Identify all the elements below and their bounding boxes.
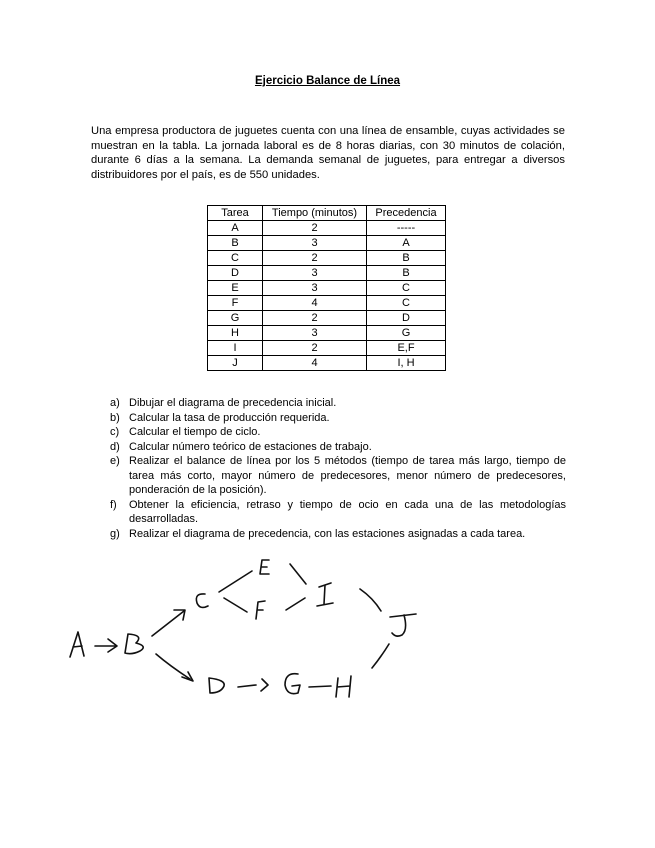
header-tarea: Tarea bbox=[208, 206, 263, 221]
cell-precedencia: C bbox=[367, 281, 446, 296]
table-row bbox=[208, 281, 446, 296]
cell-tiempo: 3 bbox=[263, 326, 367, 341]
handwritten-precedence-diagram bbox=[0, 540, 655, 710]
cell-tarea: B bbox=[208, 236, 263, 251]
table-row bbox=[208, 311, 446, 326]
table-row bbox=[208, 251, 446, 266]
question-text: Calcular el tiempo de ciclo. bbox=[129, 426, 261, 438]
cell-precedencia: ----- bbox=[367, 221, 446, 236]
node-j-glyph bbox=[390, 614, 416, 636]
question-item bbox=[110, 527, 566, 542]
question-item bbox=[110, 396, 566, 411]
question-item bbox=[110, 425, 566, 440]
question-text: Obtener la eficiencia, retraso y tiempo de ocio en cada una de las metodologías desarrolladas. bbox=[129, 498, 566, 525]
arrow-a-b bbox=[95, 639, 117, 652]
arrow-d-g bbox=[238, 679, 268, 691]
table-row bbox=[208, 221, 446, 236]
node-h-glyph bbox=[336, 676, 351, 697]
arrow-g-h bbox=[309, 686, 331, 687]
cell-precedencia: E,F bbox=[367, 341, 446, 356]
node-a-glyph bbox=[70, 632, 84, 657]
node-e-glyph bbox=[260, 560, 269, 574]
table-row bbox=[208, 356, 446, 371]
question-letter: g) bbox=[110, 527, 120, 540]
table-row bbox=[208, 266, 446, 281]
cell-tarea: D bbox=[208, 266, 263, 281]
question-letter: b) bbox=[110, 411, 120, 424]
cell-tiempo: 3 bbox=[263, 281, 367, 296]
intro-paragraph: Una empresa productora de juguetes cuenta con una línea de ensamble, cuyas actividades se muestran en la tabla. La jornada laboral es de 8 horas diarias, con 30 minutos de colación, durante 6 días a la semana. La demanda semanal de juguetes, para entregar a diversos distribuidores por el país, es de 550 unidades. bbox=[91, 125, 565, 181]
cell-precedencia: B bbox=[367, 266, 446, 281]
cell-precedencia: C bbox=[367, 296, 446, 311]
cell-precedencia: D bbox=[367, 311, 446, 326]
cell-precedencia: B bbox=[367, 251, 446, 266]
cell-tiempo: 3 bbox=[263, 266, 367, 281]
question-text: Dibujar el diagrama de precedencia inicial. bbox=[129, 397, 337, 409]
arrow-b-c bbox=[152, 610, 185, 636]
cell-tarea: I bbox=[208, 341, 263, 356]
node-b-glyph bbox=[125, 634, 143, 654]
cell-tiempo: 2 bbox=[263, 251, 367, 266]
table-row bbox=[208, 326, 446, 341]
cell-tiempo: 4 bbox=[263, 296, 367, 311]
cell-tarea: C bbox=[208, 251, 263, 266]
node-f-glyph bbox=[256, 601, 265, 619]
node-g-glyph bbox=[285, 674, 300, 694]
question-text: Calcular la tasa de producción requerida. bbox=[129, 411, 330, 424]
cell-tiempo: 2 bbox=[263, 221, 367, 236]
cell-tarea: J bbox=[208, 356, 263, 371]
question-item bbox=[110, 454, 566, 498]
cell-precedencia: A bbox=[367, 236, 446, 251]
document-title: Ejercicio Balance de Línea bbox=[254, 75, 401, 87]
question-letter: d) bbox=[110, 440, 120, 453]
node-d-glyph bbox=[209, 678, 224, 693]
cell-tarea: A bbox=[208, 221, 263, 236]
cell-tiempo: 4 bbox=[263, 356, 367, 371]
question-item bbox=[110, 498, 566, 527]
arrow-c-e bbox=[219, 571, 252, 592]
questions-list bbox=[110, 396, 566, 541]
cell-tiempo: 3 bbox=[263, 236, 367, 251]
table-header-row bbox=[208, 206, 446, 221]
question-letter: a) bbox=[110, 397, 120, 409]
cell-tarea: G bbox=[208, 311, 263, 326]
arrow-h-j bbox=[372, 644, 389, 668]
node-c-glyph bbox=[196, 594, 208, 608]
header-tiempo: Tiempo (minutos) bbox=[263, 206, 367, 221]
question-text: Realizar el diagrama de precedencia, con las estaciones asignadas a cada tarea. bbox=[129, 527, 526, 540]
cell-tarea: F bbox=[208, 296, 263, 311]
table-row bbox=[208, 236, 446, 251]
question-text: Calcular número teórico de estaciones de trabajo. bbox=[129, 440, 372, 453]
cell-precedencia: I, H bbox=[367, 356, 446, 371]
arrow-e-i bbox=[290, 564, 306, 584]
question-letter: e) bbox=[110, 455, 120, 467]
question-letter: c) bbox=[110, 426, 120, 438]
arrow-b-d bbox=[156, 654, 193, 681]
arrow-f-i bbox=[286, 598, 305, 610]
question-item bbox=[110, 411, 566, 426]
cell-tarea: E bbox=[208, 281, 263, 296]
header-precedencia: Precedencia bbox=[367, 206, 446, 221]
cell-precedencia: G bbox=[367, 326, 446, 341]
arrow-i-j bbox=[360, 589, 381, 611]
table-row bbox=[208, 341, 446, 356]
node-i-glyph bbox=[317, 583, 333, 606]
cell-tiempo: 2 bbox=[263, 341, 367, 356]
question-text: Realizar el balance de línea por los 5 métodos (tiempo de tarea más largo, tiempo de tarea más corto, mayor número de predecesores, menor número de predecesores, ponderación de la posición). bbox=[129, 455, 566, 496]
question-letter: f) bbox=[110, 498, 117, 511]
tasks-table bbox=[207, 205, 446, 371]
table-row bbox=[208, 296, 446, 311]
question-item bbox=[110, 440, 566, 455]
cell-tarea: H bbox=[208, 326, 263, 341]
arrow-c-f bbox=[224, 598, 247, 612]
cell-tiempo: 2 bbox=[263, 311, 367, 326]
